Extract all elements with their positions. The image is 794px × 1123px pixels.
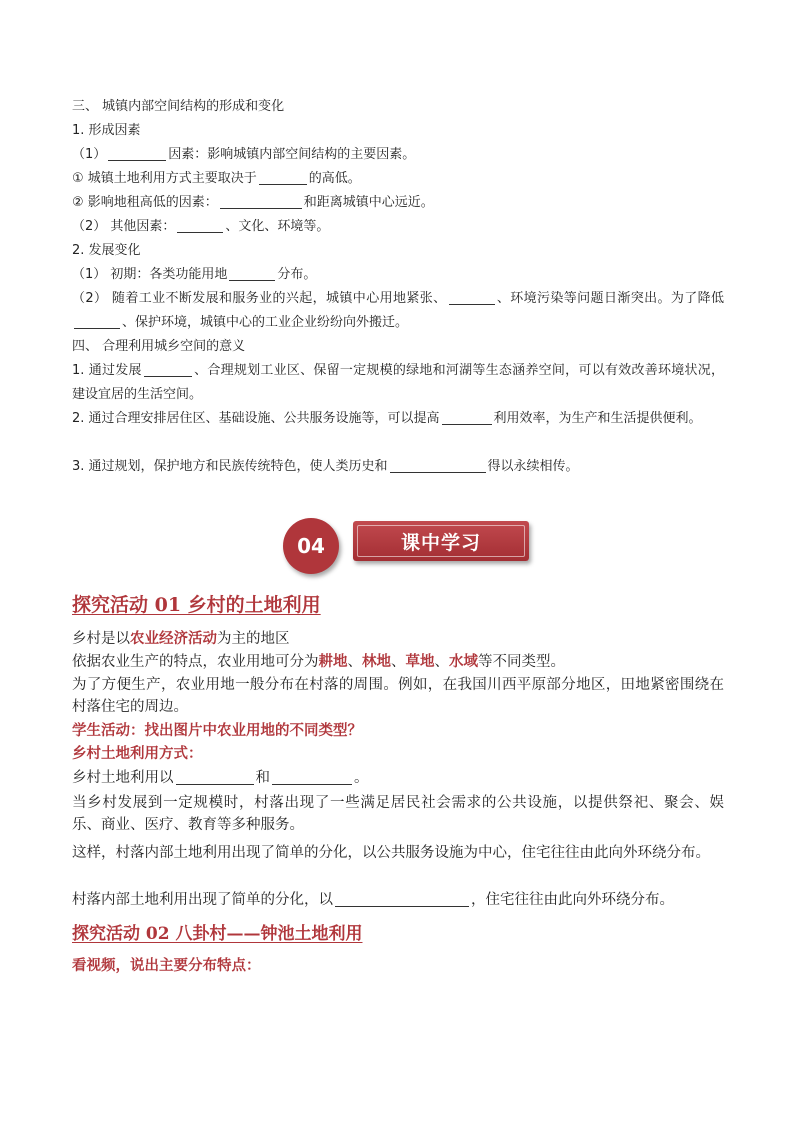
- activity1-p6: 乡村土地利用以 和 。: [72, 770, 369, 786]
- blank: [177, 218, 223, 233]
- activity1-p9: 村落内部土地利用出现了简单的分化，以 ，住宅往往由此向外环绕分布。: [72, 892, 674, 908]
- formation-item-4: （2） 其他因素： 、文化、环境等。: [72, 219, 330, 234]
- blank: [74, 314, 120, 329]
- blank: [449, 290, 495, 305]
- section-number-badge: 04: [283, 518, 339, 574]
- blank: [272, 770, 352, 785]
- change-item-1: （1） 初期：各类功能用地 分布。: [72, 267, 317, 282]
- significance-item-3: 3. 通过规划，保护地方和民族传统特色，使人类历史和 得以永续相传。: [72, 459, 579, 474]
- blank: [390, 458, 486, 473]
- formation-item-2: ① 城镇土地利用方式主要取决于 的高低。: [72, 171, 361, 186]
- activity2-prompt: 看视频，说出主要分布特点：: [72, 958, 261, 974]
- part4-heading: 四、 合理利用城乡空间的意义: [72, 339, 246, 354]
- rural-land-use-label: 乡村土地利用方式：: [72, 746, 203, 762]
- blank: [176, 770, 254, 785]
- section-banner: [283, 515, 531, 575]
- blank: [144, 362, 192, 377]
- formation-item-3: ② 影响地租高低的因素： 和距离城镇中心远近。: [72, 195, 434, 210]
- section-label-ribbon: 课中学习: [353, 521, 529, 561]
- blank: [442, 410, 492, 425]
- student-activity: 学生活动：找出图片中农业用地的不同类型？: [72, 723, 362, 739]
- activity1-p2: 依据农业生产的特点，农业用地可分为耕地、林地、草地、水域等不同类型。: [72, 654, 565, 670]
- change-item-2: （2） 随着工业不断发展和服务业的兴起，城镇中心用地紧张、 、环境污染等问题日渐突出。为了降低、保护环境，城镇中心的工业企业纷纷向外搬迁。: [72, 291, 724, 330]
- activity1-p7: 当乡村发展到一定规模时，村落出现了一些满足居民社会需求的公共设施，以提供祭祀、聚会、娱乐、商业、医疗、教育等多种服务。: [72, 795, 724, 833]
- activity1-p8: 这样，村落内部土地利用出现了简单的分化，以公共服务设施为中心，住宅往往由此向外环绕分布。: [72, 845, 710, 861]
- blank: [259, 170, 307, 185]
- formation-title: 1. 形成因素: [72, 123, 141, 138]
- activity1-p1: 乡村是以农业经济活动为主的地区: [72, 631, 290, 647]
- part3-heading: 三、 城镇内部空间结构的形成和变化: [72, 99, 285, 114]
- activity1-p3: 为了方便生产，农业用地一般分布在村落的周围。例如，在我国川西平原部分地区，田地紧密围绕在村落住宅的周边。: [72, 677, 724, 715]
- change-title: 2. 发展变化: [72, 243, 141, 258]
- significance-item-2: 2. 通过合理安排居住区、基础设施、公共服务设施等，可以提高 利用效率，为生产和生活提供便利。: [72, 411, 702, 426]
- activity1-title: 探究活动 01 乡村的土地利用: [72, 594, 321, 616]
- activity2-title: 探究活动 02 八卦村——钟池土地利用: [72, 924, 363, 944]
- significance-item-1: 1. 通过发展 、合理规划工业区、保留一定规模的绿地和河湖等生态涵养空间，可以有效改善环境状况，建设宜居的生活空间。: [72, 363, 724, 402]
- blank: [335, 892, 469, 907]
- blank: [108, 146, 166, 161]
- formation-item-1: （1） 因素：影响城镇内部空间结构的主要因素。: [72, 147, 416, 162]
- blank: [220, 194, 302, 209]
- blank: [229, 266, 275, 281]
